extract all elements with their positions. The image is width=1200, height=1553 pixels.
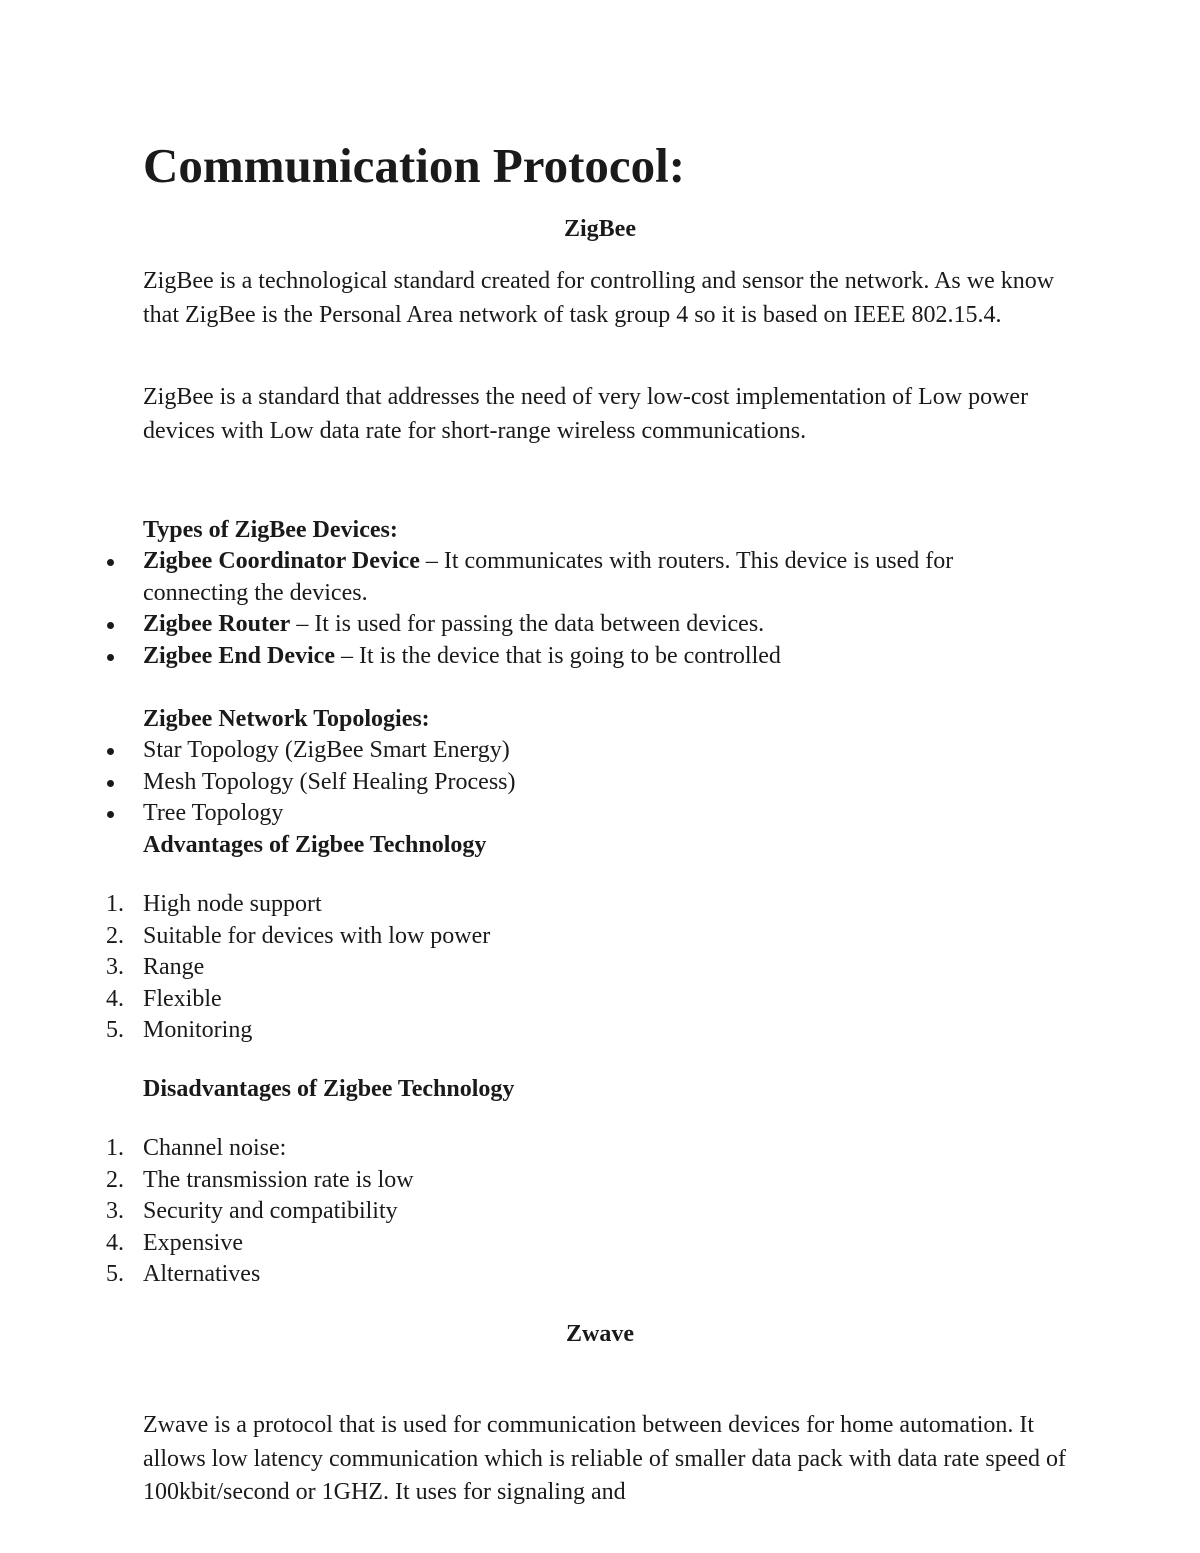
list-text: Expensive (143, 1229, 243, 1256)
list-item (0, 984, 1053, 1016)
device-desc: – It communicates with routers. This device is used for connecting the devices. (143, 548, 954, 606)
list-text: The transmission rate is low (143, 1166, 414, 1193)
list-item (0, 921, 1053, 953)
list-number: 2. (106, 1166, 124, 1193)
list-text: Suitable for devices with low power (143, 922, 491, 949)
disadvantages-list (0, 1133, 1200, 1291)
device-term: Zigbee Coordinator Device (143, 548, 420, 574)
list-item (0, 1228, 1053, 1260)
list-item (0, 952, 1053, 984)
page-title: Communication Protocol: (143, 138, 686, 193)
list-item (0, 609, 1053, 641)
list-number: 4. (106, 1229, 124, 1256)
list-text: High node support (143, 891, 322, 917)
list-item (0, 798, 1053, 830)
list-item (0, 1259, 1053, 1291)
devices-heading: Types of ZigBee Devices: (143, 517, 398, 543)
device-term: Zigbee Router (143, 611, 291, 637)
topologies-heading: Zigbee Network Topologies: (143, 706, 430, 732)
list-number: 5. (106, 1017, 124, 1043)
device-term: Zigbee End Device (143, 642, 335, 669)
bullet-icon (107, 748, 114, 755)
bullet-icon (107, 780, 114, 787)
list-number: 3. (106, 954, 124, 980)
list-number: 1. (106, 891, 124, 917)
advantages-list (0, 889, 1200, 1047)
topologies-list (0, 735, 1200, 830)
topology-text: Tree Topology (143, 800, 284, 826)
device-desc: – It is used for passing the data between devices. (290, 611, 765, 637)
list-item (0, 1196, 1053, 1228)
zwave-heading: Zwave (566, 1321, 634, 1347)
list-text: Range (143, 954, 205, 980)
list-item (0, 735, 1053, 767)
list-item (0, 641, 1053, 673)
list-item (0, 767, 1053, 799)
list-number: 5. (106, 1261, 124, 1287)
list-number: 3. (106, 1198, 124, 1224)
disadvantages-heading: Disadvantages of Zigbee Technology (143, 1076, 515, 1102)
device-desc: – It is the device that is going to be controlled (335, 642, 781, 669)
bullet-icon (107, 654, 114, 661)
devices-list (0, 546, 1200, 672)
bullet-icon (107, 811, 114, 818)
list-text: Alternatives (143, 1261, 261, 1287)
zigbee-paragraph-1: ZigBee is a technological standard created for controlling and sensor the network. As we know that ZigBee is the Personal Area network of task group 4 so it is based on IEEE 802.15.4. (143, 268, 1055, 328)
list-number: 2. (106, 922, 124, 949)
list-item (0, 1133, 1053, 1165)
bullet-icon (107, 622, 114, 629)
list-item (0, 1165, 1053, 1197)
list-text: Security and compatibility (143, 1198, 398, 1224)
zwave-paragraph: Zwave is a protocol that is used for communication between devices for home automation. It allows low latency communication which is reliable of smaller data pack with data rate speed of 100kbit/second or 1GHZ. It uses for signaling and (143, 1412, 1067, 1505)
zigbee-paragraph-2: ZigBee is a standard that addresses the need of very low-cost implementation of Low power devices with Low data rate for short-range wireless communications. (143, 384, 1029, 444)
topology-text: Star Topology (ZigBee Smart Energy) (143, 737, 510, 763)
list-number: 4. (106, 985, 124, 1012)
list-item (0, 889, 1053, 921)
list-text: Monitoring (143, 1017, 253, 1043)
zigbee-heading: ZigBee (564, 216, 636, 242)
list-text: Channel noise: (143, 1135, 287, 1161)
list-item (0, 1015, 1053, 1047)
advantages-heading: Advantages of Zigbee Technology (143, 832, 487, 858)
list-number: 1. (106, 1135, 124, 1161)
bullet-icon (107, 559, 114, 566)
topology-text: Mesh Topology (Self Healing Process) (143, 768, 516, 795)
list-item (0, 546, 1053, 609)
list-text: Flexible (143, 985, 222, 1012)
